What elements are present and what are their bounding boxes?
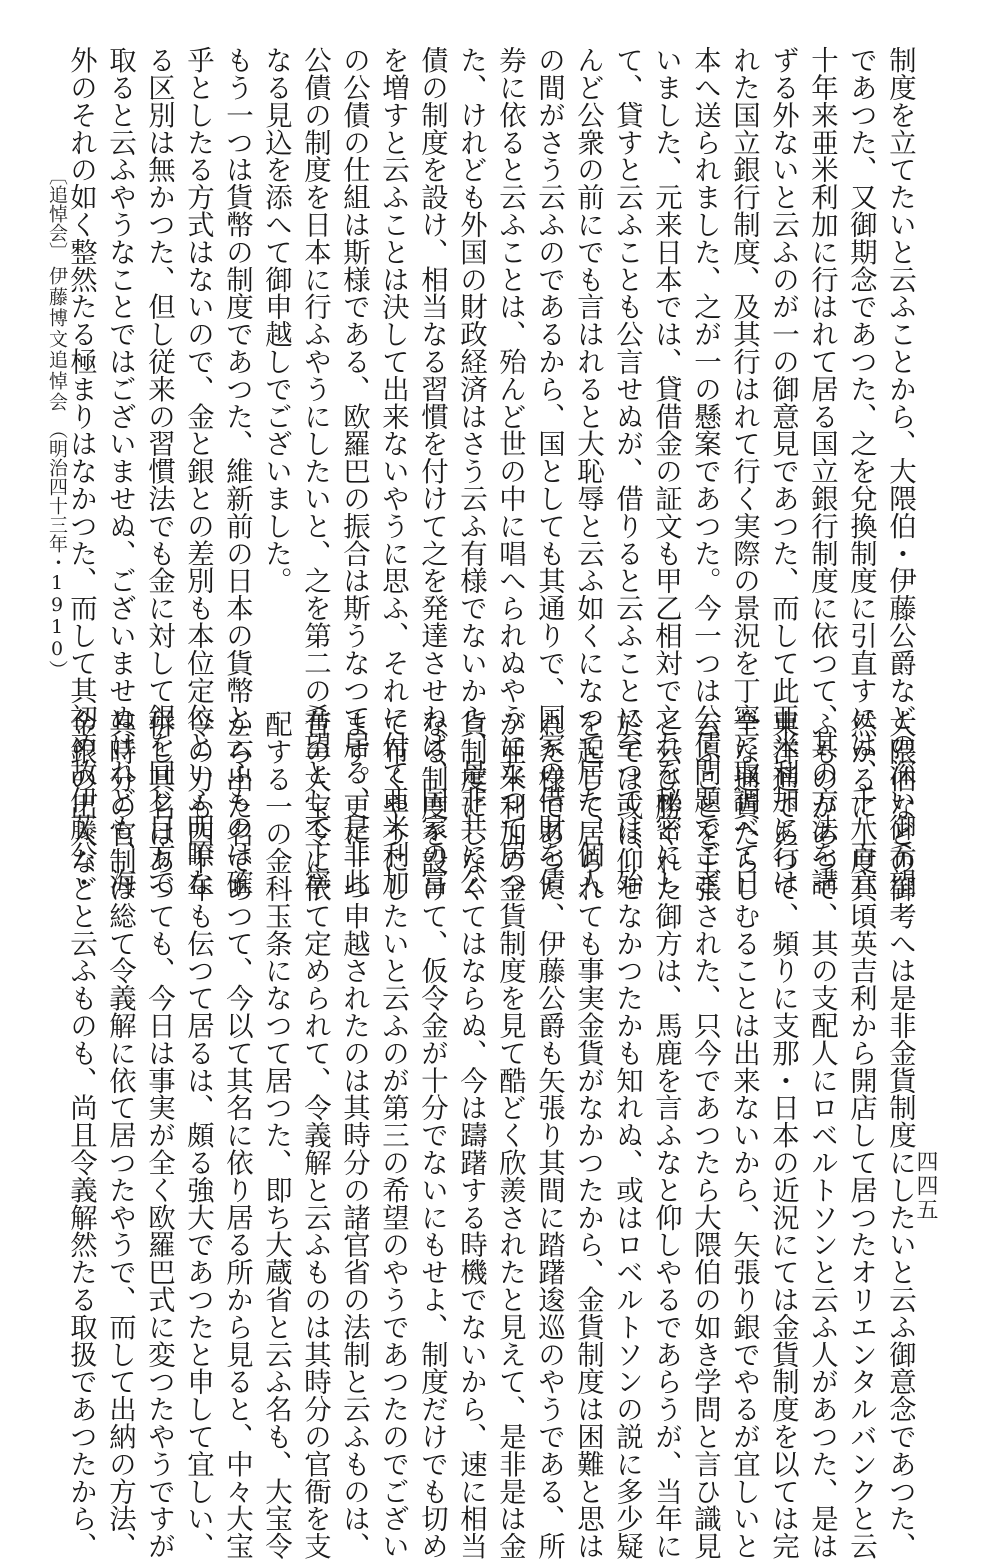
text-column: 全な通貨たらしむることは出来ないから、矢張り銀でやるが宜しいと: [728, 710, 759, 1559]
text-column: ます。更に一つ申越されたのは其時分の諸官省の法制と云ふものは、: [338, 710, 369, 1559]
page-number: 四四五: [913, 1150, 938, 1222]
text-column: ふものがあつて、其の支配人にロベルトソンと云ふ人があつた、是は: [806, 710, 837, 1559]
text-column: 十年来亜米利加に行はれて居る国立銀行制度に依つて、其の方法を講: [806, 46, 837, 896]
top-text-block: [61, 46, 919, 896]
text-column: 配する一の金科玉条になつて居つた、即ち大蔵省と云ふ名も、大宝令: [260, 710, 291, 1559]
text-column: 本へ送られました、之が一の懸案であつた。今一つは公債問題でござ: [689, 46, 720, 896]
text-column: 云ふことを主張された、只今であつたら大隈伯の如き学問と言ひ識見: [689, 710, 720, 1559]
text-column: なる制度を設けて、仮令金が十分でないにもせよ、制度だけでも切め: [416, 710, 447, 1559]
text-column: 債の制度を設け、相当なる習慣を付けて之を発達させねば、国家の富: [416, 46, 447, 896]
text-column: ずる外ないと云ふのが一の御意見であつた、而して此亜米利加に行は: [767, 46, 798, 896]
text-column: 併し其名はあつても、今日は事実が全く欧羅巴式に変つたやうですが: [143, 710, 174, 1559]
text-column: 乎としたる方式はないので、金と銀との差別も本位定位といふ明瞭な: [182, 46, 213, 896]
text-column: 於ては或は仰せなかつたかも知れぬ、或はロベルトソンの説に多少疑: [611, 710, 642, 1559]
text-column: もう一つは貨幣の制度であつた、維新前の日本の貨幣と云ふものは確: [221, 46, 252, 896]
text-column: 其時分の官制は総て令義解に依て居つたやうで、而して出納の方法、: [104, 710, 135, 1559]
text-column: れた様であつた、伊藤公爵も矢張り其間に踏躇逡巡のやうである、所: [533, 710, 564, 1559]
text-column: 券に依ると云ふことは、殆んど世の中に唱へられぬやうになつて居つ: [494, 46, 525, 896]
text-column: 金銀の出入などと云ふものも、尚且令義解然たる取扱であつたから、: [65, 710, 96, 1559]
text-column: から出た名であつて、今以て其名に依り居る所から見ると、中々大宝: [221, 710, 252, 1559]
footer-book-title: 伊藤博文追悼会: [46, 266, 68, 413]
text-column: を増すと云ふことは決して出来ないやうに思ふ、それに付て亜米利加: [377, 46, 408, 896]
text-column: 東洋通であつて、頻りに支那・日本の近況にては金貨制度を以ては完: [767, 710, 798, 1559]
text-column: が亜米利加の金貨制度を見て酷どく欣羨されたと見えて、是非是は金: [494, 710, 525, 1559]
text-column: 公債の制度を日本に行ふやうにしたいと、之を第二の希望として丁寧: [299, 46, 330, 896]
text-column: て、貸すと云ふことも公言せぬが、借りると云ふことに至つては、殆: [611, 46, 642, 896]
text-column: なる見込を添へて御申越しでございました。: [260, 46, 291, 594]
text-column: れた国立銀行制度、及其行はれて行く実際の景況を丁寧に取調べて日: [728, 46, 759, 896]
text-column: と云ひ勝ぐれた御方は、馬鹿を言ふなと仰しやるであらうが、当年に: [650, 710, 681, 1559]
text-column: て布くやうにしたいと云ふのが第三の希望のやうであつたのでござい: [377, 710, 408, 1559]
text-column: んど公衆の前にでも言はれると大恥辱と云ふ如くになつて居た、個人: [572, 46, 603, 896]
text-column: 令の力も四十年も伝つて居るは、頗る強大であつたと申して宜しい、: [182, 710, 213, 1559]
text-column: 外のそれの如く整然たる極まりはなかつた、而して其初め故伊藤公・: [65, 46, 96, 896]
text-column: る区別は無かつた、但し従来の習慣法でも金に対して銀を同じ目方で: [143, 46, 174, 896]
bottom-text-block: [61, 710, 919, 1559]
text-column: 制度を立てたいと云ふことから、大隈伯・伊藤公爵などの深い御希望: [884, 46, 915, 896]
footer-section-label: 〔追悼会〕: [46, 166, 68, 261]
text-column: 然かるに丁度其頃英吉利から開店して居つたオリエンタルバンクと云: [845, 710, 876, 1559]
footer-era: （明治四十三年・1910）: [46, 420, 68, 679]
text-column: 取ると云ふやうなことではございませぬ、ございませぬけれども、海: [104, 46, 135, 896]
text-column: 貨制度にしなくてはならぬ、今は躊躇する時機でないから、速に相当: [455, 710, 486, 1559]
text-column: 大隈伯などの御考へは是非金貨制度にしたいと云ふ御意念であつた、: [884, 710, 915, 1559]
text-column: 昔の大宝令に依て定められて、令義解と云ふものは其時分の官衙を支: [299, 710, 330, 1559]
text-column: た、けれども外国の財政経済はさう云ふ有様でないから、是非共に公: [455, 46, 486, 896]
text-column: の公債の仕組は斯様である、欧羅巴の振合は斯うなつて居る、是非此: [338, 46, 369, 896]
text-column: いました、元来日本では、貸借金の証文も甲乙相対で之れを秘密にし: [650, 46, 681, 896]
text-column: を起して居られても事実金貨がなかつたから、金貨制度は困難と思は: [572, 710, 603, 1559]
text-column: であつた、又御期念であつた、之を兌換制度に引直すには、千八百六: [845, 46, 876, 896]
text-column: の間がさう云ふのであるから、国としても其通りで、国家の借財を債: [533, 46, 564, 896]
